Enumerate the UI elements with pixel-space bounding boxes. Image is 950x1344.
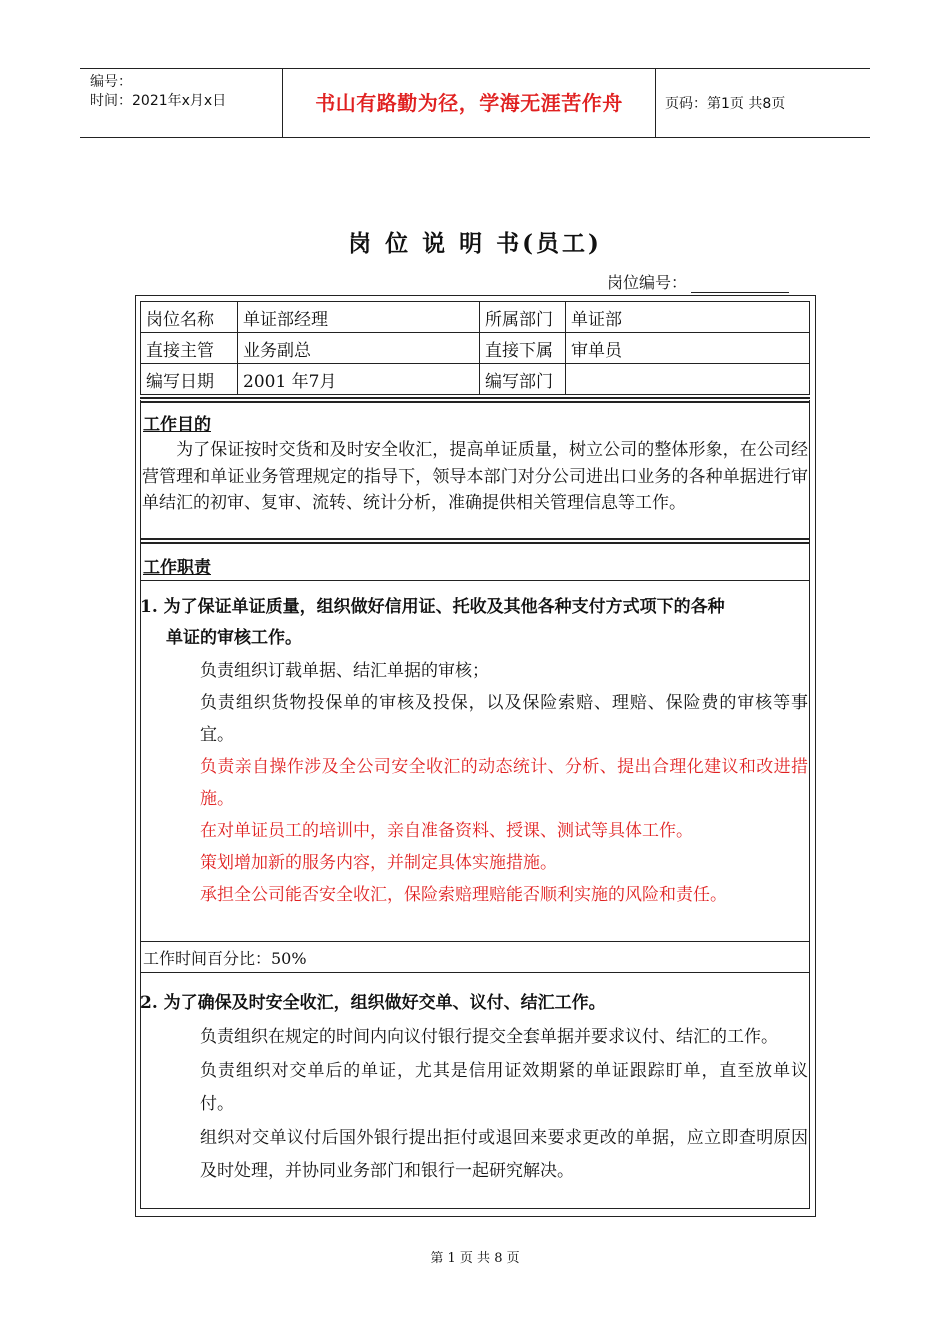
label-cell: 编写部门 <box>480 364 566 395</box>
purpose-heading: 工作目的 <box>143 415 211 435</box>
double-rule <box>140 538 810 544</box>
duty-2-title: 2. 为了确保及时安全收汇，组织做好交单、议付、结汇工作。 <box>140 993 606 1013</box>
position-number <box>607 270 789 293</box>
list-item <box>140 911 808 943</box>
duty-1-list <box>140 655 808 943</box>
position-number-blank <box>691 278 789 293</box>
header-motto: 书山有路勤为径，学海无涯苦作舟 <box>315 91 623 115</box>
label-cell: 直接主管 <box>141 333 238 364</box>
page-header <box>80 68 870 138</box>
divider <box>140 941 810 942</box>
table-row <box>141 302 810 333</box>
page-footer: 第 1 页 共 8 页 <box>430 1251 520 1266</box>
list-item <box>140 655 808 687</box>
duty-2-list <box>140 1021 808 1189</box>
list-item <box>140 1021 808 1055</box>
inner-right-border <box>809 400 810 1208</box>
duty-1-title-line1: 1. 为了保证单证质量，组织做好信用证、托收及其他各种支付方式项下的各种 <box>140 597 725 617</box>
duties-heading: 工作职责 <box>143 558 211 578</box>
value-cell <box>566 364 810 395</box>
info-table <box>140 301 810 395</box>
list-item <box>140 751 808 815</box>
list-item-text: 负责组织在规定的时间内向议付银行提交全套单据并要求议付、结汇的工作。 <box>200 1027 778 1047</box>
list-item <box>140 1122 808 1189</box>
duty-1-title <box>140 592 810 654</box>
value-cell: 业务副总 <box>238 333 480 364</box>
list-item-text: 负责组织对交单后的单证，尤其是信用证效期紧的单证跟踪盯单，直至放单议付。 <box>200 1060 808 1114</box>
list-item-text: 负责亲自操作涉及全公司安全收汇的动态统计、分析、提出合理化建议和改进措施。 <box>200 757 808 809</box>
value-cell: 单证部经理 <box>238 302 480 333</box>
purpose-body: 为了保证按时交货和及时安全收汇，提高单证质量，树立公司的整体形象，在公司经营管理和单证业务管理规定的指导下，领导本部门对分公司进出口业务的各种单据进行审单结汇的初审、复审、流转、统计分析，准确提供相关管理信息等工作。 <box>142 440 808 513</box>
number-label: 编号： <box>90 74 132 90</box>
purpose-text <box>142 437 808 517</box>
label-cell: 岗位名称 <box>141 302 238 333</box>
divider <box>140 580 810 581</box>
divider <box>140 972 810 973</box>
label-cell: 编写日期 <box>141 364 238 395</box>
label-cell: 所属部门 <box>480 302 566 333</box>
table-row <box>141 333 810 364</box>
label-cell: 直接下属 <box>480 333 566 364</box>
value-cell: 审单员 <box>566 333 810 364</box>
list-item-text: 负责组织货物投保单的审核及投保，以及保险索赔、理赔、保险费的审核等事宜。 <box>200 693 808 745</box>
list-item-text: 策划增加新的服务内容，并制定具体实施措施。 <box>200 853 557 873</box>
table-row <box>141 364 810 395</box>
header-meta <box>90 73 226 111</box>
double-rule <box>140 397 810 403</box>
time-percentage: 工作时间百分比：50% <box>143 949 307 968</box>
divider <box>140 1208 810 1209</box>
header-divider <box>655 69 656 137</box>
list-item <box>140 879 808 911</box>
time-label: 时间：2021年x月x日 <box>90 93 227 109</box>
list-item <box>140 847 808 879</box>
value-cell: 2001 年7月 <box>238 364 480 395</box>
document-title: 岗 位 说 明 书(员工) <box>348 230 602 257</box>
page-indicator: 页码：第1页 共8页 <box>665 96 786 112</box>
list-item <box>140 687 808 751</box>
list-item-text: 组织对交单议付后国外银行提出拒付或退回来要求更改的单据，应立即查明原因及时处理，并协同业务部门和银行一起研究解决。 <box>200 1127 808 1181</box>
list-item-text: 承担全公司能否安全收汇，保险索赔理赔能否顺利实施的风险和责任。 <box>200 885 727 905</box>
position-number-label: 岗位编号： <box>607 273 688 292</box>
duty-1-title-line2: 单证的审核工作。 <box>166 628 302 648</box>
list-item <box>140 815 808 847</box>
list-item-text: 在对单证员工的培训中，亲自准备资料、授课、测试等具体工作。 <box>200 821 693 841</box>
list-item <box>140 1055 808 1122</box>
value-cell: 单证部 <box>566 302 810 333</box>
list-item-text: 负责组织订载单据、结汇单据的审核； <box>200 661 489 681</box>
